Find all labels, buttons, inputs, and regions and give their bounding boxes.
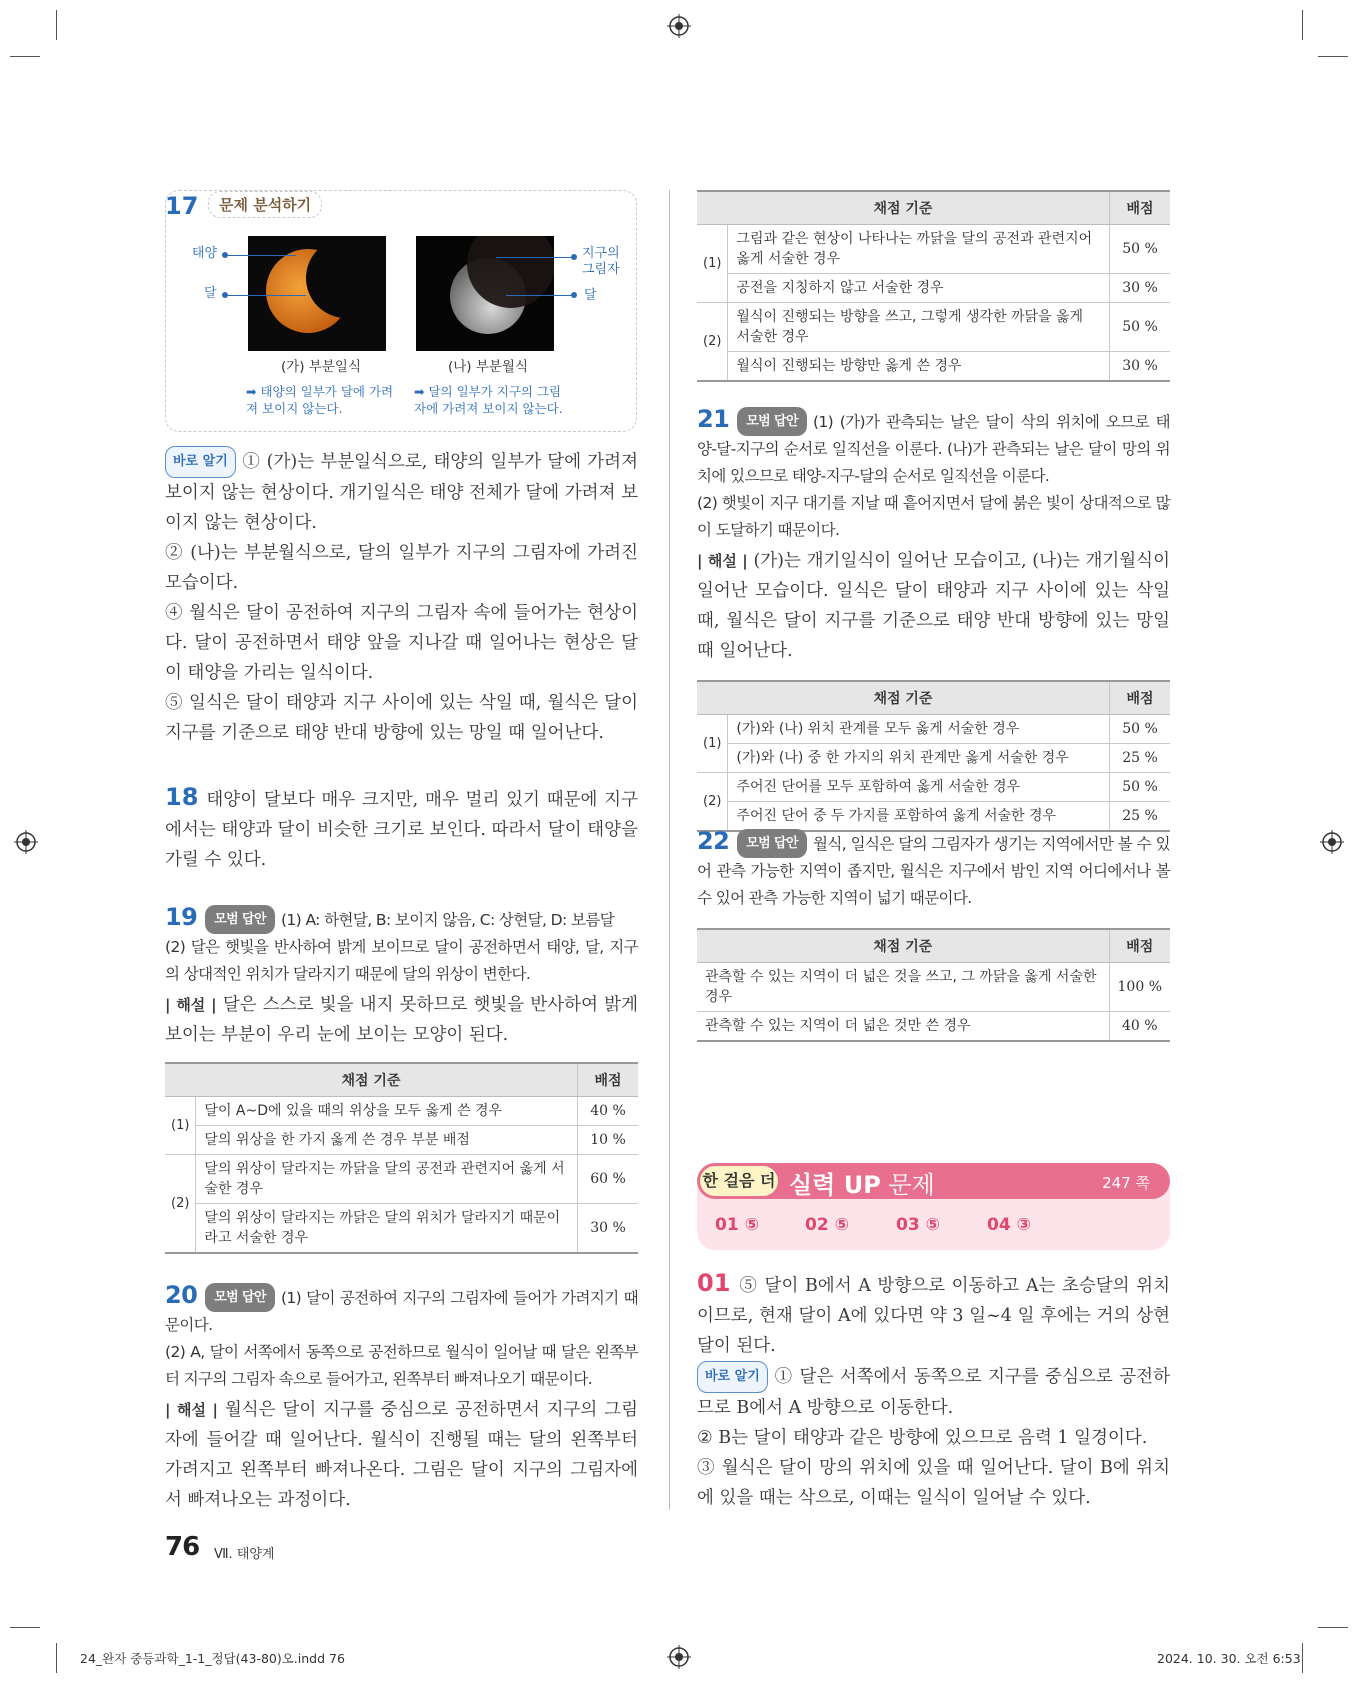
- label-moon-right: 달: [584, 288, 597, 303]
- explanation-line: ③ 월식은 달이 망의 위치에 있을 때 일어난다. 달이 B에 위치에 있을 때는 삭으로, 이때는 일식이 일어날 수 있다.: [697, 1458, 1170, 1508]
- q20-answer-2: (2) A, 달이 서쪽에서 동쪽으로 공전하므로 월식이 일어날 때 달은 왼쪽부터 지구의 그림자 속으로 들어가고, 왼쪽부터 빠져나오기 때문이다.: [165, 1343, 638, 1388]
- q22-score-table: [697, 928, 1170, 1042]
- haeseol-label: | 해설 |: [165, 996, 217, 1014]
- banner-answer: 04 ③: [987, 1215, 1031, 1235]
- question-number-17: 17: [165, 192, 199, 220]
- q21-score-table: [697, 680, 1170, 832]
- crop-mark: [10, 1627, 40, 1628]
- question-number-u01: 01: [697, 1269, 731, 1297]
- explanation-line: ② B는 달이 태양과 같은 방향에 있으므로 음력 1 일경이다.: [697, 1428, 1148, 1448]
- banner-page-ref: 247 쪽: [1102, 1174, 1150, 1192]
- pointer-line: [226, 295, 306, 296]
- model-answer-badge: 모범 답안: [205, 1283, 275, 1312]
- u01-text: ⑤ 달이 B에서 A 방향으로 이동하고 A는 초승달의 위치이므로, 현재 달이 A에 있다면 약 3 일~4 일 후에는 거의 상현달이 된다.: [697, 1276, 1170, 1356]
- banner-answer: 01 ⑤: [715, 1215, 759, 1235]
- barro-label: 바로 알기: [697, 1361, 768, 1393]
- question-number-18: 18: [165, 783, 199, 811]
- crop-mark: [56, 10, 57, 40]
- q19-answer-2: (2) 달은 햇빛을 반사하여 밝게 보이므로 달이 공전하면서 태양, 달, 지구의 상대적인 위치가 달라지기 때문에 달의 위상이 변한다.: [165, 938, 638, 983]
- table-row: 주어진 단어 중 두 가지를 포함하여 옳게 서술한 경우 25 %: [697, 802, 1170, 832]
- crop-mark: [1318, 56, 1348, 57]
- table-row: (가)와 (나) 중 한 가지의 위치 관계만 옳게 서술한 경우 25 %: [697, 744, 1170, 773]
- model-answer-badge: 모범 답안: [737, 829, 807, 858]
- q22-block: [697, 828, 1170, 1042]
- banner-chip: 한 걸음 더: [700, 1166, 778, 1196]
- crop-mark: [1302, 1643, 1303, 1673]
- column-divider: [669, 190, 670, 1510]
- header-criteria: 채점 기준: [697, 929, 1109, 963]
- question-number-19: 19: [165, 903, 198, 931]
- header-score: 배점: [578, 1063, 639, 1097]
- q20-block: [165, 1282, 638, 1515]
- header-score: 배점: [1110, 681, 1171, 715]
- table-row: 달의 위상이 달라지는 까닭은 달의 위치가 달라지기 때문이라고 서술한 경우 30 %: [165, 1204, 638, 1254]
- skill-up-banner: [697, 1163, 1170, 1250]
- q18-text: 태양이 달보다 매우 크지만, 매우 멀리 있기 때문에 지구에서는 태양과 달이 비슷한 크기로 보인다. 따라서 달이 태양을 가릴 수 있다.: [165, 790, 638, 870]
- q20-haeseol: 월식은 달이 지구를 중심으로 공전하면서 지구의 그림자에 들어갈 때 일어난다. 월식이 진행될 때는 달의 왼쪽부터 가려지고 왼쪽부터 빠져나온다. 그림은 달이 지구의 그림자에서 빠져나오는 과정이다.: [165, 1400, 638, 1510]
- header-criteria: 채점 기준: [697, 191, 1110, 225]
- q21-answer-2: (2) 햇빛이 지구 대기를 지날 때 흩어지면서 달에 붉은 빛이 상대적으로 많이 도달하기 때문이다.: [697, 494, 1170, 539]
- q18-block: [165, 782, 638, 875]
- crop-mark: [10, 56, 40, 57]
- note-lunar: ➡ 달의 일부가 지구의 그림 자에 가려져 보이지 않는다.: [414, 384, 563, 416]
- explanation-line: ② (나)는 부분월식으로, 달의 일부가 지구의 그림자에 가려진 모습이다.: [165, 543, 638, 593]
- q19-score-table: [165, 1062, 638, 1254]
- registration-mark-icon: [1320, 830, 1344, 854]
- question-number-22: 22: [697, 827, 730, 855]
- model-answer-badge: 모범 답안: [205, 905, 275, 934]
- explanation-line: ④ 월식은 달이 공전하여 지구의 그림자 속에 들어가는 현상이다. 달이 공전하면서 태양 앞을 지나갈 때 일어나는 현상은 달이 태양을 가리는 일식이다.: [165, 603, 638, 683]
- table-row: (1) (가)와 (나) 위치 관계를 모두 옳게 서술한 경우 50 %: [697, 715, 1170, 744]
- q20-score-table: [697, 190, 1170, 382]
- question-number-20: 20: [165, 1281, 198, 1309]
- barro-label: 바로 알기: [165, 446, 236, 478]
- q21-answer-1: (1) (가)가 관측되는 날은 달이 삭의 위치에 오므로 태양-달-지구의 순서로 일직선을 이룬다. (나)가 관측되는 날은 달이 망의 위치에 있으므로 태양-지구-달의 순서로 일직선을 이룬다.: [697, 413, 1170, 485]
- table-row: 공전을 지칭하지 않고 서술한 경우 30 %: [697, 274, 1170, 303]
- u01-block: 01 ⑤ 달이 B에서 A 방향으로 이동하고 A는 초승달의 위치이므로, 현재 달이 A에 있다면 약 3 일~4 일 후에는 거의 상현달이 된다. 바로 알기 ① 달은 서쪽에서 동쪽으로 지구를 중심으로 공전하므로 B에서 A 방향으로 이동한다. ② B는 달이 태양과 같은 방향에 있으므로 음력 1 일경이다. ③ 월식은 달이 망의 위치에 있을 때 일어난다. 달이 B에 위치에 있을 때는 삭으로, 이때는 일식이 일어날 수 있다.: [697, 1268, 1170, 1513]
- page-number: 76: [165, 1532, 200, 1562]
- q21-block: [697, 406, 1170, 832]
- analysis-box: [165, 190, 637, 432]
- label-moon: 달: [204, 286, 217, 301]
- label-sun: 태양: [192, 246, 218, 261]
- registration-mark-icon: [14, 830, 38, 854]
- header-score: 배점: [1109, 929, 1170, 963]
- pointer-line: [506, 295, 574, 296]
- q21-haeseol: (가)는 개기일식이 일어난 모습이고, (나)는 개기월식이 일어난 모습이다. 일식은 달이 태양과 지구 사이에 있는 삭일 때, 월식은 달이 지구를 기준으로 태양 반대 방향에 있는 망일 때 일어난다.: [697, 551, 1170, 661]
- table-row: 월식이 진행되는 방향만 옳게 쓴 경우 30 %: [697, 352, 1170, 382]
- registration-mark-icon: [667, 14, 691, 38]
- print-date: 2024. 10. 30. 오전 6:53: [1157, 1651, 1301, 1666]
- caption-partial-solar-eclipse: (가) 부분일식: [280, 359, 362, 375]
- pointer-line: [496, 257, 574, 258]
- haeseol-label: | 해설 |: [165, 1401, 218, 1419]
- table-row: (2) 월식이 진행되는 방향을 쓰고, 그렇게 생각한 까닭을 옳게 서술한 경우 50 %: [697, 303, 1170, 352]
- table-row: (2) 주어진 단어를 모두 포함하여 옳게 서술한 경우 50 %: [697, 773, 1170, 802]
- header-criteria: 채점 기준: [697, 681, 1110, 715]
- print-file-name: 24_완자 중등과학_1-1_정답(43-80)오.indd 76: [80, 1651, 345, 1666]
- q19-haeseol: 달은 스스로 빛을 내지 못하므로 햇빛을 반사하여 밝게 보이는 부분이 우리 눈에 보이는 모양이 된다.: [165, 995, 638, 1045]
- explanation-line: ⑤ 일식은 달이 태양과 지구 사이에 있는 삭일 때, 월식은 달이 지구를 기준으로 태양 반대 방향에 있는 망일 때 일어난다.: [165, 693, 638, 743]
- caption-partial-lunar-eclipse: (나) 부분월식: [447, 359, 529, 375]
- label-earth-shadow: 지구의 그림자: [582, 246, 620, 277]
- q20-answer-1: (1) 달이 공전하여 지구의 그림자에 들어가 가려지기 때문이다.: [165, 1289, 638, 1334]
- chapter-label: Ⅶ. 태양계: [214, 1547, 275, 1562]
- pointer-line: [226, 255, 296, 256]
- banner-answer: 02 ⑤: [805, 1215, 849, 1235]
- q19-block: [165, 904, 638, 1254]
- table-row: 관측할 수 있는 지역이 더 넓은 것을 쓰고, 그 까닭을 옳게 서술한 경우 100 %: [697, 963, 1170, 1012]
- q22-answer: 월식, 일식은 달의 그림자가 생기는 지역에서만 볼 수 있어 관측 가능한 지역이 좁지만, 월식은 지구에서 밤인 지역 어디에서나 볼 수 있어 관측 가능한 지역이 넓기 때문이다.: [697, 835, 1170, 907]
- banner-answer: 03 ⑤: [896, 1215, 940, 1235]
- analysis-tag: 문제 분석하기: [208, 191, 322, 218]
- haeseol-label: | 해설 |: [697, 552, 748, 570]
- crop-mark: [1302, 10, 1303, 40]
- crop-mark: [56, 1643, 57, 1673]
- q19-answer-1: (1) A: 하현달, B: 보이지 않음, C: 상현달, D: 보름달: [280, 911, 615, 929]
- model-answer-badge: 모범 답안: [737, 407, 807, 436]
- registration-mark-icon: [667, 1645, 691, 1669]
- header-criteria: 채점 기준: [165, 1063, 578, 1097]
- banner-title: 실력 UP 문제: [789, 1171, 935, 1199]
- q17-explanation: [165, 446, 638, 748]
- partial-solar-eclipse-photo: [248, 236, 386, 351]
- partial-lunar-eclipse-photo: [416, 236, 554, 351]
- explanation-line: 바로 알기 ① (가)는 부분일식으로, 태양의 일부가 달에 가려져 보이지 않는 현상이다. 개기일식은 태양 전체가 달에 가려져 보이지 않는 현상이다.: [165, 446, 638, 538]
- table-row: 달의 위상을 한 가지 옳게 쓴 경우 부분 배점 10 %: [165, 1126, 638, 1155]
- note-solar: ➡ 태양의 일부가 달에 가려 져 보이지 않는다.: [246, 384, 394, 416]
- header-score: 배점: [1110, 191, 1171, 225]
- table-row: (1) 달이 A~D에 있을 때의 위상을 모두 옳게 쓴 경우 40 %: [165, 1097, 638, 1126]
- table-row: (2) 달의 위상이 달라지는 까닭을 달의 공전과 관련지어 옳게 서술한 경우 60 %: [165, 1155, 638, 1204]
- table-row: 관측할 수 있는 지역이 더 넓은 것만 쓴 경우 40 %: [697, 1012, 1170, 1042]
- crop-mark: [1318, 1627, 1348, 1628]
- question-number-21: 21: [697, 405, 730, 433]
- q20-score-table-wrap: [697, 190, 1170, 382]
- table-row: (1) 그림과 같은 현상이 나타나는 까닭을 달의 공전과 관련지어 옳게 서술한 경우 50 %: [697, 225, 1170, 274]
